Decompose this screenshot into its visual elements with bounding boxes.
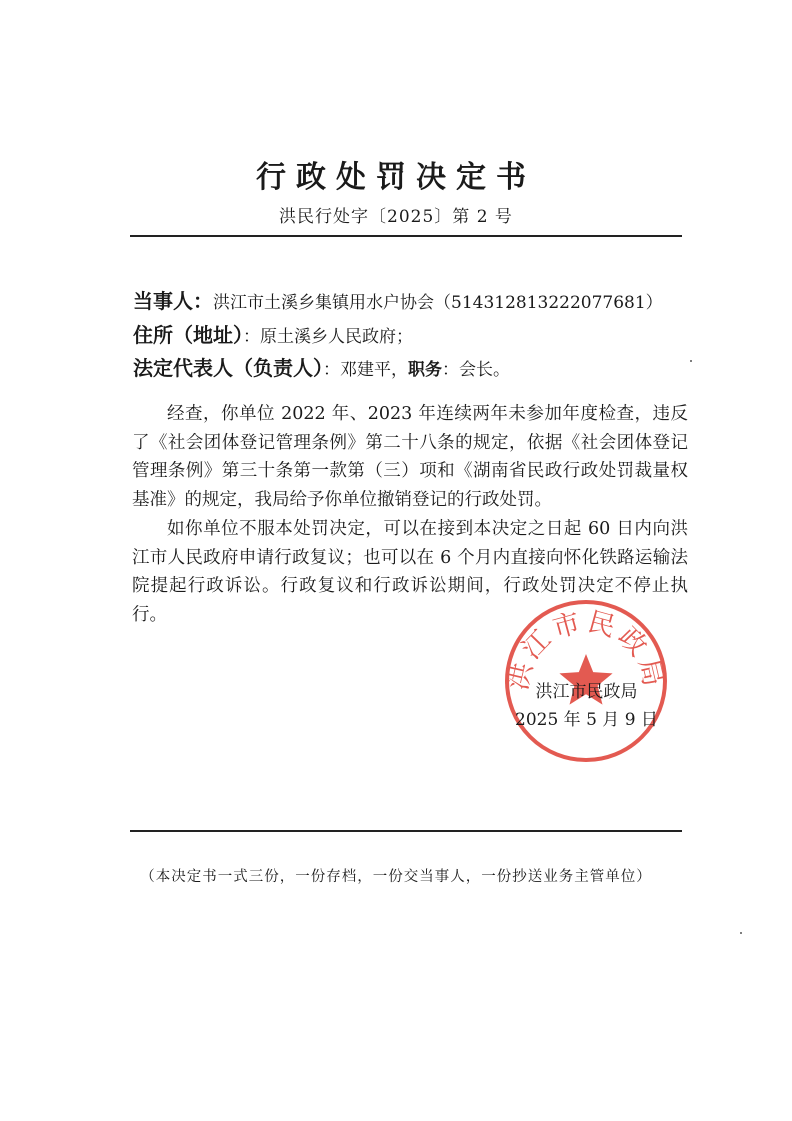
issuing-authority: 洪江市民政局 bbox=[535, 682, 638, 702]
party-representative-label: 法定代表人（负责人） bbox=[133, 356, 323, 380]
party-representative-title-label: 职务 bbox=[408, 360, 442, 380]
body-paragraph-findings: 经查，你单位 2022 年、2023 年连续两年未参加年度检查，违反了《社会团体登记管理条例》第二十八条的规定，依据《社会团体登记管理条例》第三十条第一款第（三）项和《湖南省民政行政处罚裁量权基准》的规定，我局给予你单位撤销登记的行政处罚。 bbox=[132, 404, 688, 510]
party-representative-title-value: 会长。 bbox=[459, 360, 510, 380]
party-name-line: 当事人：洪江市土溪乡集镇用水户协会（514312813222077681） bbox=[133, 289, 663, 313]
party-name-value: 洪江市土溪乡集镇用水户协会（514312813222077681） bbox=[213, 293, 663, 313]
issue-date: 2025 年 5 月 9 日 bbox=[515, 710, 658, 730]
party-name-label: 当事人 bbox=[133, 289, 193, 313]
distribution-note: （本决定书一式三份，一份存档，一份交当事人，一份抄送业务主管单位） bbox=[140, 869, 652, 885]
party-address-value: 原土溪乡人民政府； bbox=[260, 327, 413, 347]
signature-block bbox=[515, 678, 658, 734]
scan-speck bbox=[690, 360, 692, 362]
party-address-line: 住所（地址）：原土溪乡人民政府； bbox=[133, 323, 413, 347]
document-number: 洪民行处字〔2025〕第 2 号 bbox=[279, 207, 513, 227]
party-representative-line: 法定代表人（负责人）：邓建平，职务：会长。 bbox=[133, 356, 510, 380]
body-paragraph-appeal: 如你单位不服本处罚决定，可以在接到本决定之日起 60 日内向洪江市人民政府申请行政复议；也可以在 6 个月内直接向怀化铁路运输法院提起行政诉讼。行政复议和行政诉讼期间，行政处罚决定不停止执行。 bbox=[132, 519, 688, 625]
document-title: 行政处罚决定书 bbox=[256, 160, 536, 195]
seal-text: 洪江市民政局 bbox=[503, 606, 669, 694]
scan-speck bbox=[740, 932, 742, 934]
bottom-divider bbox=[130, 830, 682, 832]
top-divider bbox=[130, 235, 682, 237]
party-representative-value: 邓建平 bbox=[340, 360, 391, 380]
party-address-label: 住所（地址） bbox=[133, 323, 243, 347]
